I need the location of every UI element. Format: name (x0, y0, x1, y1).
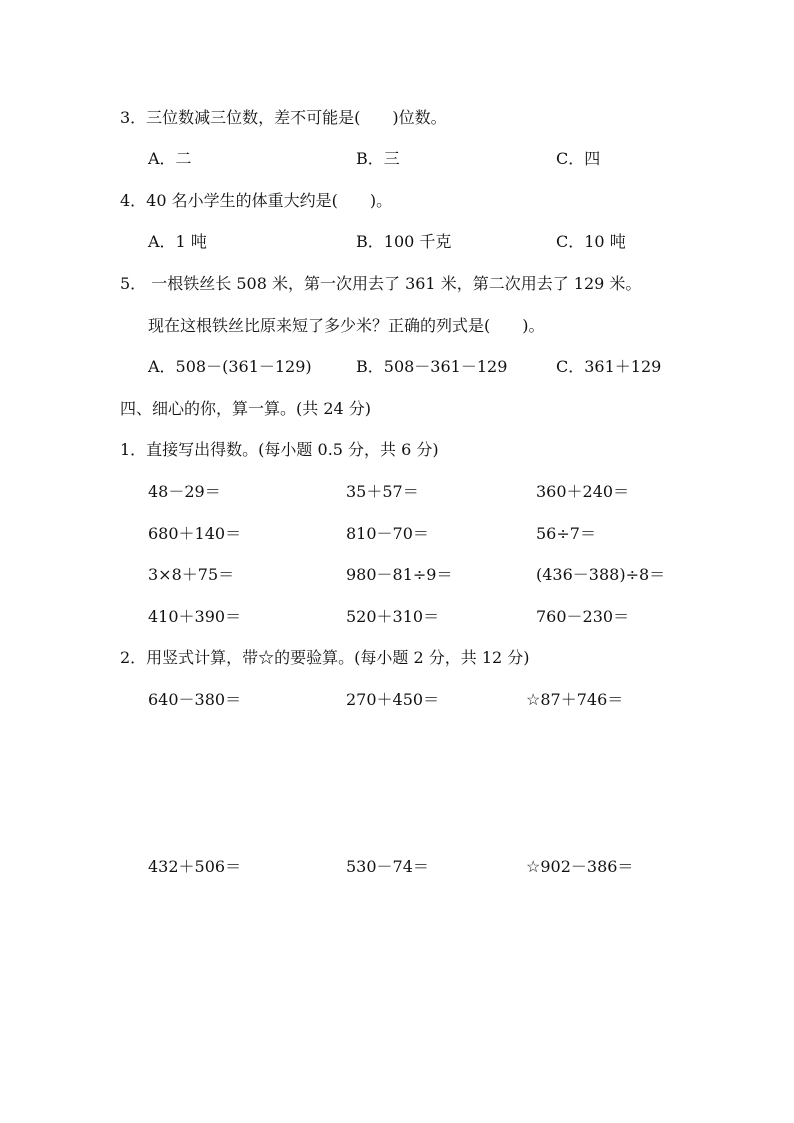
mental-math-item: 48－29＝ (148, 482, 221, 501)
question-5-stem-line-2: 现在这根铁丝比原来短了多少米？正确的列式是( )。 (148, 316, 545, 335)
question-5-option-b: B．508－361－129 (356, 357, 508, 376)
part-2-title: 2．用竖式计算，带☆的要验算。(每小题 2 分，共 12 分) (120, 648, 530, 667)
mental-math-item: 980－81÷9＝ (346, 565, 453, 584)
mental-math-item: 680＋140＝ (148, 524, 242, 543)
mental-math-item: 3×8＋75＝ (148, 565, 235, 584)
mental-math-item: 810－70＝ (346, 524, 429, 543)
vertical-calc-item: ☆902－386＝ (526, 857, 634, 876)
question-3-option-a: A．二 (148, 149, 192, 168)
question-5-option-c: C．361＋129 (556, 357, 662, 376)
mental-math-item: 360＋240＝ (536, 482, 630, 501)
question-5-stem-line-1: 5． 一根铁丝长 508 米，第一次用去了 361 米，第二次用去了 129 米。 (120, 274, 642, 293)
vertical-calc-item: 640－380＝ (148, 690, 242, 709)
vertical-calc-item: 530－74＝ (346, 857, 429, 876)
vertical-calc-item: 432＋506＝ (148, 857, 242, 876)
mental-math-item: 56÷7＝ (536, 524, 596, 543)
question-4-option-c: C．10 吨 (556, 232, 626, 251)
mental-math-item: 410＋390＝ (148, 607, 242, 626)
mental-math-item: (436－388)÷8＝ (536, 565, 666, 584)
mental-math-item: 520＋310＝ (346, 607, 440, 626)
question-3-stem: 3．三位数减三位数，差不可能是( )位数。 (120, 108, 447, 127)
question-3-option-b: B．三 (356, 149, 400, 168)
question-4-stem: 4．40 名小学生的体重大约是( )。 (120, 191, 393, 210)
question-3-option-c: C．四 (556, 149, 601, 168)
mental-math-item: 35＋57＝ (346, 482, 419, 501)
mental-math-item: 760－230＝ (536, 607, 630, 626)
vertical-calc-item: 270＋450＝ (346, 690, 440, 709)
section-4-heading: 四、细心的你，算一算。(共 24 分) (120, 399, 372, 418)
question-4-option-a: A．1 吨 (148, 232, 207, 251)
vertical-calc-item: ☆87＋746＝ (526, 690, 624, 709)
question-5-option-a: A．508－(361－129) (148, 357, 312, 376)
part-1-title: 1．直接写出得数。(每小题 0.5 分，共 6 分) (120, 440, 439, 459)
question-4-option-b: B．100 千克 (356, 232, 452, 251)
